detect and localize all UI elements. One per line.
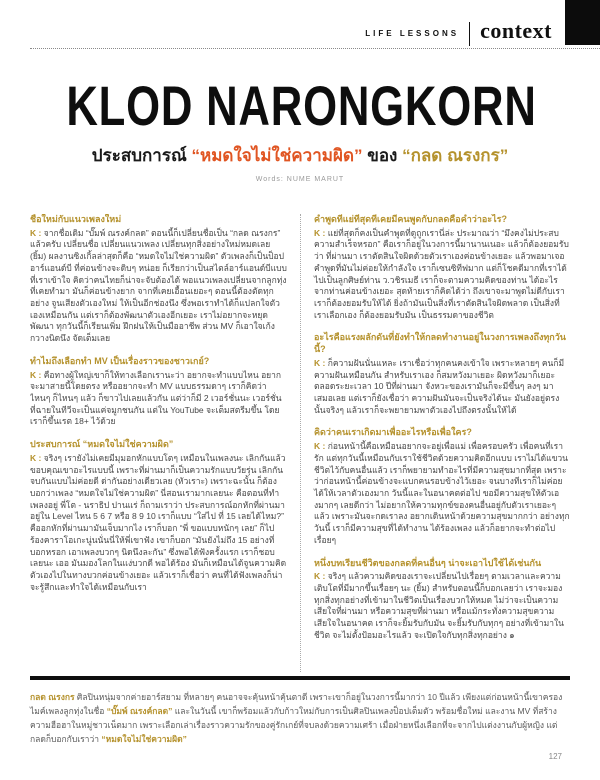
interview-left-column (30, 214, 300, 672)
header-dotted-rule (30, 48, 600, 49)
speaker-label: K : (314, 571, 326, 582)
answer-text (314, 441, 570, 546)
bio-artist-name: กลด ณรงกร (30, 692, 75, 702)
question-heading: ชื่อใหม่กับแนวเพลงใหม่ (30, 214, 122, 224)
answer-body: จากชื่อเดิม “บั๊มพ์ ณรงค์กลด” ตอนนี้ก็เปลี่ยนชื่อเป็น “กลด ณรงกร” แล้วครับ เปลี่ยนชื่อ เปลี่ยนแนวเพลง เปลี่ยนทุกสิ่งอย่างใหม่หมดเลย (ยิ้ม) ผลงานซิงเกิ้ลล่าสุดก็คือ “หมดใจไม่ใช่ความผิด” ตัวเพลงก็เป็นป็อป อาร์แอนด์บี ที่ค่อนข้างจะดิบๆ หน่อย ก็เรียกว่าเป็นสไตล์อาร์แอนด์บีแบบที่เราเข้าใจ คิดว่าคนไทยก็น่าจะจับต้องได้ พอแนวเพลงเปลี่ยนจากลูกทุ่งที่เคยทำมา มันก็ค่อนข้างยาก จากที่เคยเอื้อนเยอะๆ ตอนนี้ต้องตัดทุกอย่าง จูนเสียงตัวเองใหม่ ให้เป็นอีกช่องนึง ซึ่งพอเราทำได้ก็แปลกใจตัวเองเหมือนกัน แต่เราก็ต้องพัฒนาตัวเองอีกเยอะ เราไม่อยากจะหยุดพัฒนา ทุกวันนี้ก็เรียนเพิ่ม ฝึกฝนให้เป็นมืออาชีพ ส่วน MV ก็เอาใจเก้งกวางนิดนึง จัดเต็มเลย (30, 227, 287, 344)
masthead-divider (469, 22, 470, 46)
question-heading: ประสบการณ์ “หมดใจไม่ใช่ความผิด” (30, 439, 174, 450)
bio-song-title: “หมดใจไม่ใช่ความผิด” (101, 734, 187, 745)
qa-block (314, 558, 570, 642)
subtitle-quote-song: “หมดใจไม่ใช่ความผิด” (191, 146, 363, 165)
answer-body: ก่อนหน้านี้คือเหมือนอยากจะอยู่เพื่อแม่ เพื่อครอบครัว เพื่อคนที่เรารัก แต่ทุกวันนี้เหมือนกับเราใช้ชีวิตด้วยความคิดอีกแบบ เราไม่ได้แขวนชีวิตไว้กับคนอื่นแล้ว เราก็พยายามทำอะไรที่มีความสุขมากที่สุด เพราะว่าก่อนหน้านี้ค่อนข้างจะแบกคนรอบข้างไว้เยอะ จนบางทีเราก็ไม่ค่อยได้ให้เวลาตัวเองมาก วันนี้และในอนาคตต่อไป ขอมีความสุขให้ตัวเองมากๆ เลยดีกว่า ไม่อยากให้ความทุกข์ของคนอื่นอยู่กับตัวเราเยอะๆ แล้ว เพราะมันจะกดเราลง อยากเดินหน้าด้วยความสุขมากกว่า อย่างทุกวันนี้ เราก็มีความสุขที่ได้ทำงาน ได้ร้องเพลง แล้วก็อยากจะทำต่อไปเรื่อยๆ (314, 441, 570, 545)
speaker-label: K : (314, 441, 326, 452)
question-heading: คำพูดที่แย่ที่สุดที่เคยมีคนพูดกับกลดคือคำว่าอะไร? (314, 214, 507, 224)
qa-block (30, 439, 287, 593)
question-heading: ทำไมถึงเลือกทำ MV เป็นเรื่องราวของชาวเกย์? (30, 355, 210, 366)
page-number: 127 (548, 752, 562, 761)
subtitle-prefix: ประสบการณ์ (91, 146, 187, 165)
bio-text-1: ศิลปินหนุ่มจากค่ายอาร์สยาม ที่หลายๆ คนอาจจะคุ้นหน้าคุ้นตาดี เพราะเขาก็อยู่ในวงการนี้มากว่า 10 ปีแล้ว เพียงแต่ก่อนหน้านี้เขาครองไมค์เพลงลูกทุ่งในชื่อ (30, 692, 563, 717)
speaker-label: K : (30, 227, 42, 238)
brand-logo: context (480, 18, 552, 43)
answer-body: ก็ความฝันนั่นแหละ เราเชื่อว่าทุกคนคงเข้าใจ เพราะหลายๆ คนก็มีความฝันเหมือนกัน สำหรับเราเอง ก็สมหวังมาเยอะ ผิดหวังมาก็เยอะ ตลอดระยะเวลา 10 ปีที่ผ่านมา จังหวะของเรามันก็จะมีขึ้นๆ ลงๆ มาเสมอเลย แต่เราก็ยังเชื่อว่า ความฝันมันจะเป็นจริงได้นะ มันยังอยู่ตรงนั้นจริงๆ แล้วเราก็จะพยายามพาตัวเองไปถึงตรงนั้นให้ได้ (314, 357, 565, 415)
subtitle-quote-name: “กลด ณรงกร” (402, 146, 509, 165)
qa-block (30, 356, 287, 428)
artist-bio (30, 690, 570, 746)
corner-block (565, 0, 600, 45)
answer-body: คือทางผู้ใหญ่เขาก็ให้ทางเลือกเรานะว่า อยากจะทำแบบไหน อยากจะมาสายนี้โดยตรง หรืออยากจะทำ MV แบบธรรมดาๆ เราก็คิดว่า ไหนๆ ก็ไหนๆ แล้ว ก็ขาวไปเลยแล้วกัน แต่ว่าก็มี 2 เวอร์ชั่นนะ เวอร์ชั่นที่ฉายในทีวีจะเป็นแค่จมูกชนกัน แต่ใน YouTube จะเต็มสตรีมขึ้น โดยเราก็ขึ้นเรต 18+ ไว้ด้วย (30, 369, 282, 427)
interview-right-column (300, 214, 570, 672)
qa-block (30, 214, 287, 345)
speaker-label: K : (30, 452, 42, 463)
section-label: LIFE LESSONS (365, 29, 460, 38)
article-subtitle (0, 142, 600, 169)
answer-text (314, 358, 570, 417)
interview-columns (30, 214, 570, 672)
words-credit: Words: NUME MARUT (255, 176, 345, 183)
qa-block (314, 332, 570, 416)
answer-body: แย่ที่สุดก็คงเป็นคำพูดที่ดูถูกเรานี่ล่ะ ประมาณว่า “มึงคงไม่ประสบความสำเร็จหรอก” คือเราก็อยู่ในวงการนี้มานานเนอะ แล้วก็ต้องยอมรับว่า ที่ผ่านมา เราตัดสินใจผิดด้วยตัวเราเองค่อนข้างเยอะ แล้วพอมาเจอคำพูดที่มันไม่ค่อยให้กำลังใจ เราก็เซนซิทีฟมาก แต่ก็โชคดีมากที่เราได้ไปเป็นลูกศิษย์ท่าน ว.วชิรเมธี เราก็จะตามความคิดของท่าน ได้อะไรจากท่านค่อนข้างเยอะ สุดท้ายเราก็คิดได้ว่า ถึงเขาจะมาพูดไม่ดีกับเรา เราก็ต้องยอมรับให้ได้ ยิ่งถ้ามันเป็นสิ่งที่เราตัดสินใจผิดพลาด เป็นสิ่งที่เราเลือกเอง ก็ต้องยอมรับมัน เป็นธรรมดาของชีวิต (314, 227, 569, 320)
speaker-label: K : (314, 357, 326, 368)
answer-body: จริงๆ แล้วความคิดของเราจะเปลี่ยนไปเรื่อยๆ ตามเวลาและความเติบโตที่มีมากขึ้นเรื่อยๆ นะ (ยิ้ม) สำหรับตอนนี้ก็บอกเลยว่า เราจะมองทุกสิ่งทุกอย่างที่เข้ามาในชีวิตเป็นเรื่องบวกให้หมด ไม่ว่าจะเป็นความเสียใจที่ผ่านมา หรือความสุขที่ผ่านมา หรือแม้กระทั่งความสุขความเสียใจในอนาคต เราก็จะยิ้มรับกับมัน จะยิ้มรับกับทุกๆ อย่างที่เข้ามาในชีวิต จะไม่ตั้งป้อมอะไรแล้ว จะเปิดใจกับทุกสิ่งทุกอย่าง ๑ (314, 571, 564, 640)
bio-text-2: และในวันนี้ เขาก็พร้อมแล้วกับก้าวใหม่กับการเป็นศิลปินเพลงป็อปเต็มตัว พร้อมชื่อใหม่ และงาน MV ที่สร้างความฮือฮาในหมู่ชาวเน็ตมาก เพราะเลือกเล่าเรื่องราวความรักของคู่รักเกย์ที่จบลงด้วยความเศร้า เมื่อฝ่ายหนึ่งเลือกที่จะจากไปแต่งงานกับผู้หญิง แต่กลดก็บอกกับเราว่า (30, 706, 558, 745)
speaker-label: K : (314, 227, 326, 238)
article-title: KLOD NARONGKORN (66, 74, 537, 137)
answer-text (314, 571, 570, 641)
qa-block (314, 427, 570, 546)
subtitle-connector: ของ (367, 146, 398, 165)
question-heading: อะไรคือแรงผลักดันที่ยังทำให้กลดทำงานอยู่ในวงการเพลงถึงทุกวันนี้? (314, 332, 566, 355)
masthead (0, 0, 600, 48)
question-heading: คิดว่าคนเราเกิดมาเพื่ออะไรหรือเพื่อใคร? (314, 427, 472, 438)
qa-block (314, 214, 570, 321)
speaker-label: K : (30, 369, 42, 380)
answer-text (314, 228, 570, 322)
answer-body: จริงๆ เรายังไม่เคยมีมุมอกหักแบบโตๆ เหมือนในเพลงนะ เลิกกันแล้วขอบคุณเขาอะไรแบบนี้ เพราะที่ผ่านมาก็เป็นความรักแบบวัยรุ่น เลิกกันจบกันแบบไม่ค่อยดี ด่ากันอย่างเดียวเลย (หัวเราะ) เพราะฉะนั้น ก็ต้องบอกว่าเพลง “หมดใจไม่ใช่ความผิด” นี่สอนเรามากเลยนะ คือตอนที่ทำเพลงอยู่ พี่โต - นราธิป ปานแร่ ก็ถามเราว่า ประสบการณ์อกหักที่ผ่านมาอยู่ใน Level ไหน 5 6 7 หรือ 8 9 10 เราก็แบบ “ใส่ไป ที่ 15 เลยได้ไหม?” คืออกหักที่ผ่านมามันเจ็บมากไง เราก็บอก “พี่ ขอแบบหนักๆ เลย” ก็ไปร้องคาราโอเกะนู่นนั่นนี่ให้พี่เขาฟัง เขาก็บอก “มันยังไม่ถึง 15 อย่างที่บอกหรอก เอาเพลงบวกๆ นิดนึงละกัน” ซึ่งพอได้ฟังครั้งแรก เราก็ชอบเลยนะ เออ มันมองโลกในแง่บวกดี พอได้ร้อง มันก็เหมือนได้จูนความคิดตัวเองไปในทางบวกค่อนข้างเยอะ แล้วเราก็เชื่อว่า คนที่ได้ฟังเพลงก็น่าจะรู้สึกและทำใจได้เหมือนกับเรา (30, 452, 287, 592)
answer-text (30, 370, 287, 429)
answer-text (30, 453, 287, 594)
bio-old-name: “บั๊มพ์ ณรงค์กลด” (106, 706, 173, 717)
question-heading: หนึ่งบทเรียนชีวิตของกลดที่คนอื่นๆ น่าจะเอาไปใช้ได้เช่นกัน (314, 557, 542, 568)
answer-text (30, 228, 287, 345)
footer-black-rule (30, 676, 570, 680)
